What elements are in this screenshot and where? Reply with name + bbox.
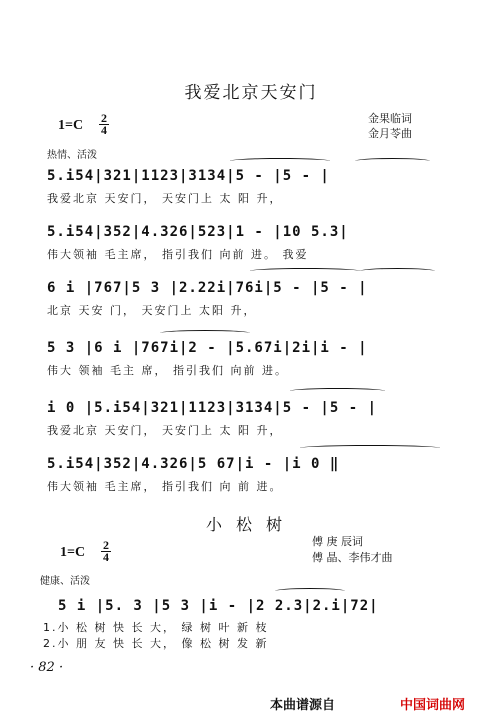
song1-line3-lyrics: 北京 天安 门， 天安门上 太阳 升， <box>47 304 257 317</box>
slur <box>300 445 440 451</box>
song1-line6-notes: 5.i54|352|4.326|5 67|i - |i 0 ‖ <box>47 456 340 472</box>
song2-tempo: 健康、活泼 <box>40 576 90 587</box>
song1-time-top: 2 <box>101 111 107 125</box>
song2-composer: 傅 晶、李伟才曲 <box>312 551 393 564</box>
song1-time-signature <box>98 113 110 136</box>
song1-composer: 金月苓曲 <box>368 127 412 140</box>
song1-tempo: 热情、活泼 <box>47 150 97 161</box>
slur <box>275 588 345 594</box>
slur <box>160 330 250 336</box>
song2-notes: 5 i |5. 3 |5 3 |i - |2 2.3|2.i|72| <box>58 598 379 614</box>
song1-line1-lyrics: 我爱北京 天安门， 天安门上 太 阳 升， <box>47 192 283 205</box>
song1-line2-lyrics: 伟大领袖 毛主席， 指引我们 向前 进。 我爱 <box>47 248 309 261</box>
song1-title: 我爱北京天安门 <box>184 83 318 103</box>
slur <box>250 268 360 274</box>
footer-site-name: 中国词曲网 <box>400 698 466 713</box>
song1-line4-notes: 5 3 |6 i |767i|2 - |5.67i|2i|i - | <box>47 340 368 356</box>
song1-line2-notes: 5.i54|352|4.326|523|1 - |10 5.3| <box>47 224 349 240</box>
song2-title: 小松树 <box>205 515 296 534</box>
song1-line5-notes: i 0 |5.i54|321|1123|3134|5 - |5 - | <box>47 400 378 416</box>
song1-line4-lyrics: 伟大 领袖 毛主 席， 指引我们 向前 进。 <box>47 364 288 377</box>
song2-time-bottom: 4 <box>103 550 109 564</box>
slur <box>355 158 430 164</box>
slur <box>230 158 330 164</box>
song1-line3-notes: 6 i |767|5 3 |2.22i|76i|5 - |5 - | <box>47 280 368 296</box>
slur <box>290 388 385 394</box>
song2-time-signature <box>100 540 112 563</box>
song2-key: 1=C <box>60 545 86 560</box>
page-number: · 82 · <box>30 660 64 675</box>
song2-verse1: 1.小 松 树 快 长 大， 绿 树 叶 新 枝 <box>43 621 269 634</box>
song1-key: 1=C <box>58 118 84 133</box>
slur <box>360 268 435 274</box>
song1-line5-lyrics: 我爱北京 天安门， 天安门上 太 阳 升， <box>47 424 283 437</box>
song1-line6-lyrics: 伟大领袖 毛主席， 指引我们 向 前 进。 <box>47 480 283 493</box>
song1-lyricist: 金果临词 <box>368 112 412 125</box>
song1-time-bottom: 4 <box>101 123 107 137</box>
song2-time-top: 2 <box>103 538 109 552</box>
song2-verse2: 2.小 朋 友 快 长 大， 像 松 树 发 新 <box>43 637 269 650</box>
footer-source-label: 本曲谱源自 <box>270 698 336 713</box>
song2-lyricist: 傅 庚 辰词 <box>312 535 363 548</box>
song1-line1-notes: 5.i54|321|1123|3134|5 - |5 - | <box>47 168 330 184</box>
